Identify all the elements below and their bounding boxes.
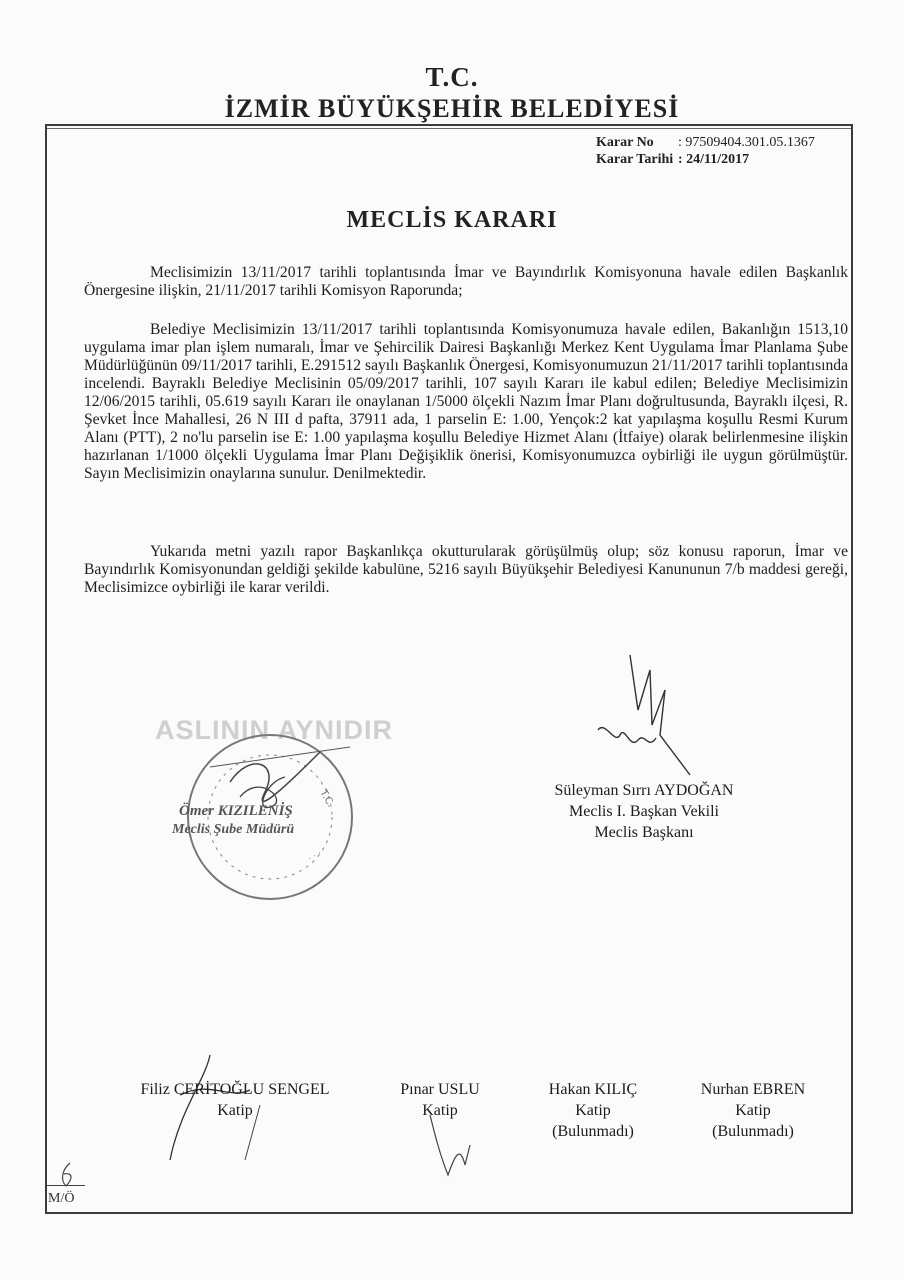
clerk-1-name: Filiz CERİTOĞLU SENGEL — [140, 1081, 330, 1098]
certified-copy-stamp-text: ASLININ AYNIDIR — [155, 715, 394, 745]
svg-text:T.C.: T.C. — [317, 788, 337, 810]
clerk-3-name: Hakan KILIÇ — [548, 1081, 638, 1098]
chair-signature-icon — [590, 650, 700, 780]
clerk-4-name: Nurhan EBREN — [700, 1081, 806, 1098]
clerk-3 — [533, 1079, 653, 1142]
karar-no-row — [596, 134, 815, 151]
header-organization: İZMİR BÜYÜKŞEHİR BELEDİYESİ — [224, 94, 680, 123]
chair-name: Süleyman Sırrı AYDOĞAN — [554, 782, 734, 799]
karar-tarihi-value: : 24/11/2017 — [678, 152, 750, 167]
document-title: MECLİS KARARI — [346, 207, 558, 233]
chair-title-1: Meclis I. Başkan Vekili — [569, 803, 719, 820]
clerk-4-role: Katip — [735, 1102, 771, 1119]
clerk-2-name: Pınar USLU — [400, 1081, 480, 1098]
karar-no-value: : 97509404.301.05.1367 — [678, 135, 815, 150]
karar-no-label: Karar No — [596, 135, 654, 150]
decision-meta — [596, 134, 815, 168]
chair-title-2: Meclis Başkanı — [594, 824, 694, 841]
chair-block — [524, 780, 764, 843]
paragraph-1: Meclisimizin 13/11/2017 tarihli toplantısında İmar ve Bayındırlık Komisyonuna havale edilen Başkanlık Önergesine ilişkin, 21/11/2017 tarihli Komisyon Raporunda; — [84, 264, 848, 299]
svg-text:· · ·: · · · — [306, 848, 324, 865]
paragraph-3: Yukarıda metni yazılı rapor Başkanlıkça okutturularak görüşülmüş olup; söz konusu raporun, İmar ve Bayındırlık Komisyonundan geldiği şekilde kabulüne, 5216 sayılı Büyükşehir Belediyesi Kanununun 7/b maddesi gereği, Meclisimizce oybirliği ile karar verildi. — [84, 543, 848, 596]
seal-officer-role: Meclis Şube Müdürü — [172, 822, 295, 837]
clerk-1-role: Katip — [217, 1102, 253, 1119]
clerk-2 — [380, 1079, 500, 1121]
karar-tarihi-row — [596, 151, 815, 168]
clerk-2-role: Katip — [422, 1102, 458, 1119]
clerk-4-note: (Bulunmadı) — [712, 1123, 794, 1140]
preparer-initials: M/Ö — [48, 1191, 75, 1206]
clerk-3-note: (Bulunmadı) — [552, 1123, 634, 1140]
clerk-1 — [120, 1079, 350, 1121]
karar-tarihi-label: Karar Tarihi — [596, 152, 674, 167]
frame-divider — [47, 128, 851, 129]
header-tc: T.C. — [425, 62, 479, 92]
clerk-4 — [688, 1079, 818, 1142]
paragraph-2: Belediye Meclisimizin 13/11/2017 tarihli toplantısında Komisyonumuza havale edilen, Bakanlığın 1513,10 uygulama imar plan işlem numaralı, İmar ve Şehircilik Dairesi Başkanlığı Merkez Kent Uygulama İmar Planlama Şube Müdürlüğünün 09/11/2017 tarihli, E.291512 sayılı Başkanlık Önergesi, Komisyonumuzun 21/11/2017 tarihli toplantısında incelendi. Bayraklı Belediye Meclisinin 05/09/2017 tarihli, 107 sayılı Kararı ile kabul edilen; Belediye Meclisimizin 12/06/2015 tarihli, 05.619 sayılı Kararı ile onaylanan 1/5000 ölçekli Nazım İmar Planı doğrultusunda, Bayraklı ilçesi, R. Şevket İnce Mahallesi, 26 N III d pafta, 37911 ada, 1 parselin E: 1.00, Yençok:2 kat yapılaşma koşullu Resmi Kurum Alanı (PTT), 2 no'lu parselin ise E: 1.00 yapılaşma koşullu Belediye Hizmet Alanı (İtfaiye) olarak belirlenmesine ilişkin hazırlanan 1/1000 ölçekli Uygulama İmar Planı Değişiklik önerisi, Komisyonumuzca oybirliği ile uygun görülmüştür. Sayın Meclisimizin onaylarına sunulur. Denilmektedir. — [84, 321, 848, 482]
initials-divider — [47, 1185, 85, 1187]
seal-officer-name: Ömer KIZILENİŞ — [179, 803, 293, 819]
clerk-3-role: Katip — [575, 1102, 611, 1119]
